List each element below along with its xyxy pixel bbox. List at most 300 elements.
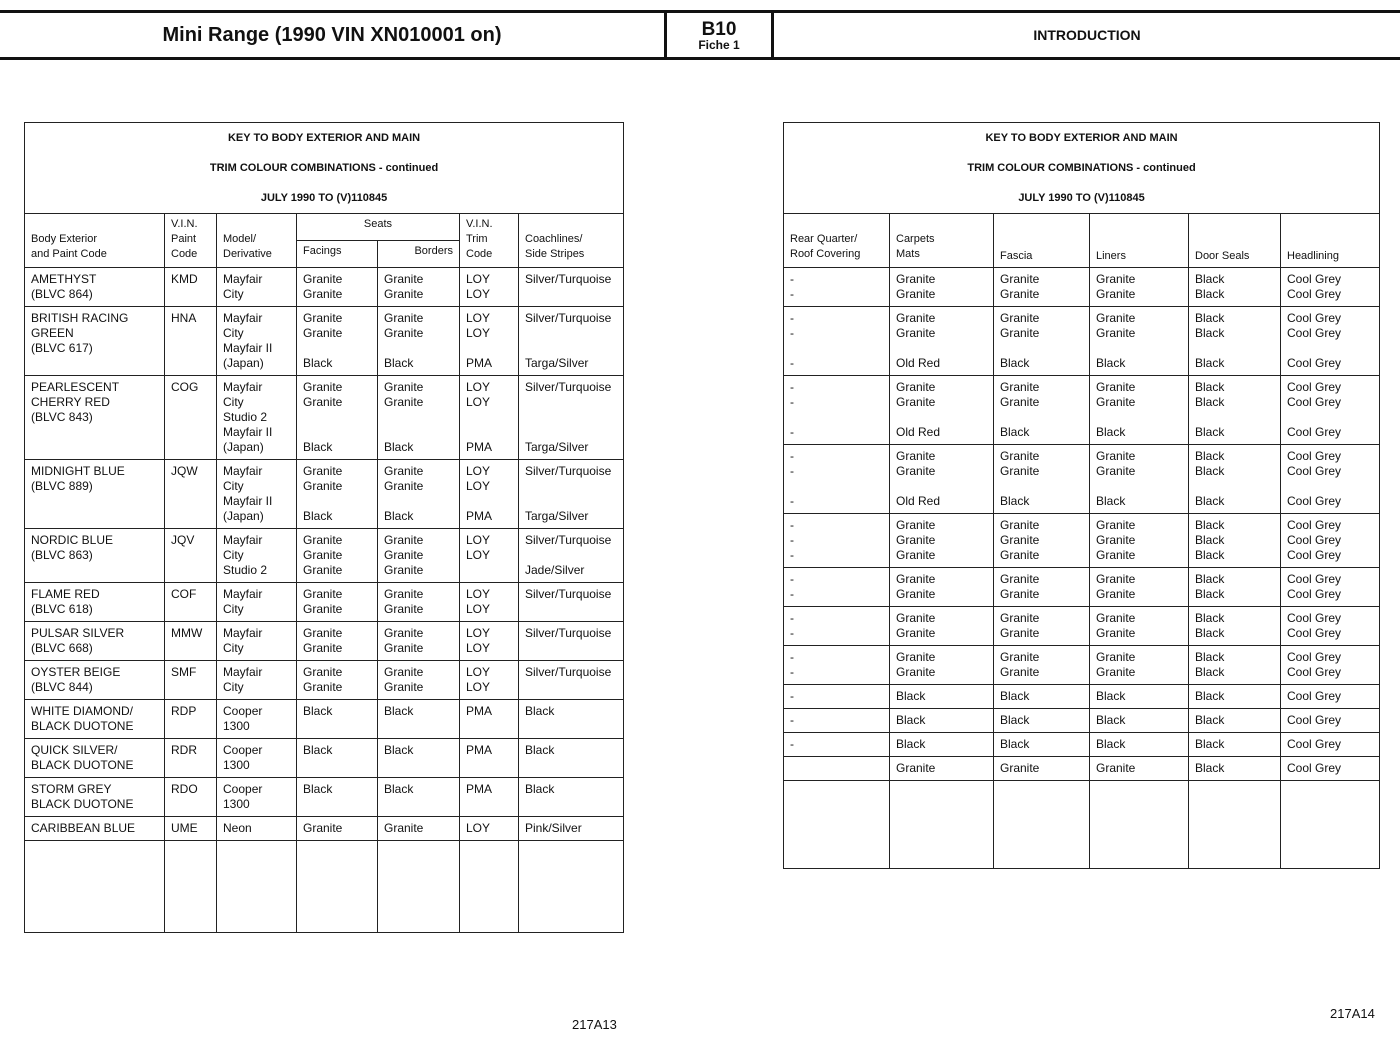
- cell-fascia-line: Granite: [1000, 587, 1040, 601]
- cell-liners-line: Granite: [1096, 287, 1136, 301]
- col-liners: Liners: [1090, 214, 1189, 268]
- cell-vin-trim: [460, 622, 519, 661]
- cell-vin-trim-line: LOY: [466, 380, 491, 394]
- cell-headlining: [1281, 646, 1380, 685]
- cell-coachlines-line: Silver/Turquoise: [525, 587, 612, 601]
- cell-fascia: [994, 733, 1090, 757]
- cell-vin-trim-line: PMA: [466, 509, 493, 523]
- cell-facings-line: Granite: [303, 821, 343, 835]
- cell-liners-line: Black: [1096, 356, 1126, 370]
- cell-fascia: [994, 307, 1090, 376]
- col-model-l1: Model/: [223, 233, 257, 245]
- cell-fascia: [994, 514, 1090, 568]
- cell-liners-line: Granite: [1096, 761, 1136, 775]
- cell-liners-line: Granite: [1096, 395, 1136, 409]
- cell-fascia-line: Granite: [1000, 272, 1040, 286]
- cell-model-line: 1300: [223, 797, 250, 811]
- cell-headlining: [1281, 268, 1380, 307]
- cell-borders-line: Black: [384, 782, 414, 796]
- cell-vin-paint: [165, 268, 217, 307]
- cell-vin-paint: [165, 817, 217, 841]
- cell-roof-covering-line: -: [790, 326, 794, 340]
- cell-door-seals-line: Black: [1195, 518, 1225, 532]
- cell-headlining-line: Cool Grey: [1287, 665, 1342, 679]
- cell-borders-line: Granite: [384, 641, 424, 655]
- cell-model-line: 1300: [223, 758, 250, 772]
- cell-vin-paint-line: MMW: [171, 626, 203, 640]
- cell-fascia-line: Granite: [1000, 650, 1040, 664]
- cell-facings: [297, 622, 378, 661]
- cell-roof-covering-line: -: [790, 395, 794, 409]
- cell-liners: [1090, 607, 1189, 646]
- cell-fascia: [994, 445, 1090, 514]
- cell-body-exterior: [25, 817, 165, 841]
- cell-roof-covering-line: -: [790, 311, 794, 325]
- cell-roof-covering: [784, 685, 890, 709]
- cell-carpets-line: Old Red: [896, 425, 941, 439]
- cell-borders-line: Granite: [384, 479, 424, 493]
- cell-liners-line: Granite: [1096, 311, 1136, 325]
- cell-door-seals-line: Black: [1195, 326, 1225, 340]
- table-row: [25, 622, 624, 661]
- cell-door-seals-line: Black: [1195, 650, 1225, 664]
- cell-headlining: [1281, 733, 1380, 757]
- cell-borders-line: Granite: [384, 626, 424, 640]
- empty-cell: [1189, 781, 1281, 869]
- cell-roof-covering-line: -: [790, 548, 794, 562]
- table-row: [25, 583, 624, 622]
- cell-borders-line: Black: [384, 509, 414, 523]
- cell-carpets-line: Granite: [896, 626, 936, 640]
- cell-model-line: City: [223, 680, 244, 694]
- col-roof-covering: [784, 214, 890, 268]
- col-vin-trim-l3: Code: [466, 248, 493, 260]
- cell-roof-covering-line: -: [790, 665, 794, 679]
- col-vin-trim: [460, 214, 519, 268]
- cell-borders-line: Granite: [384, 311, 424, 325]
- cell-vin-trim-line: LOY: [466, 272, 491, 286]
- cell-vin-paint-line: RDO: [171, 782, 198, 796]
- cell-door-seals-line: Black: [1195, 533, 1225, 547]
- cell-vin-paint-line: COF: [171, 587, 197, 601]
- table-row: [25, 376, 624, 460]
- cell-liners-line: Granite: [1096, 272, 1136, 286]
- cell-roof-covering: [784, 445, 890, 514]
- cell-headlining-line: Cool Grey: [1287, 272, 1342, 286]
- cell-door-seals-line: Black: [1195, 737, 1225, 751]
- cell-fascia-line: Granite: [1000, 326, 1040, 340]
- empty-cell: [460, 841, 519, 933]
- cell-fascia-line: Granite: [1000, 311, 1040, 325]
- cell-coachlines-line: Silver/Turquoise: [525, 533, 612, 547]
- cell-fascia-line: Granite: [1000, 533, 1040, 547]
- cell-roof-covering-line: -: [790, 380, 794, 394]
- table-row: [784, 685, 1380, 709]
- cell-roof-covering: [784, 268, 890, 307]
- cell-facings-line: Granite: [303, 626, 343, 640]
- cell-headlining-line: Cool Grey: [1287, 356, 1342, 370]
- cell-door-seals: [1189, 307, 1281, 376]
- cell-vin-trim: [460, 778, 519, 817]
- cell-liners-line: Granite: [1096, 587, 1136, 601]
- cell-fascia-line: Black: [1000, 356, 1030, 370]
- cell-door-seals-line: Black: [1195, 311, 1225, 325]
- cell-facings: [297, 529, 378, 583]
- cell-fascia-line: Black: [1000, 425, 1030, 439]
- cell-liners: [1090, 709, 1189, 733]
- cell-liners-line: Granite: [1096, 464, 1136, 478]
- cell-carpets-line: Granite: [896, 311, 936, 325]
- cell-liners-line: Granite: [1096, 548, 1136, 562]
- cell-liners: [1090, 685, 1189, 709]
- cell-facings: [297, 376, 378, 460]
- cell-carpets-line: Black: [896, 689, 926, 703]
- empty-row: [784, 781, 1380, 869]
- cell-body-exterior-line: WHITE DIAMOND/: [31, 704, 133, 718]
- cell-roof-covering-line: -: [790, 587, 794, 601]
- cell-body-exterior: [25, 268, 165, 307]
- table-row: [25, 661, 624, 700]
- cell-vin-trim-line: LOY: [466, 821, 491, 835]
- cell-model-line: Cooper: [223, 743, 263, 757]
- cell-coachlines-line: [525, 494, 617, 509]
- col-door-seals: Door Seals: [1189, 214, 1281, 268]
- cell-liners-line: Black: [1096, 494, 1126, 508]
- cell-door-seals: [1189, 646, 1281, 685]
- right-table-title: [784, 123, 1380, 214]
- cell-liners-line: Black: [1096, 689, 1126, 703]
- cell-liners-line: Black: [1096, 737, 1126, 751]
- cell-liners-line: Granite: [1096, 611, 1136, 625]
- cell-liners-line: Granite: [1096, 650, 1136, 664]
- cell-facings-line: Granite: [303, 479, 343, 493]
- cell-carpets-line: Granite: [896, 449, 936, 463]
- cell-door-seals-line: [1195, 341, 1274, 356]
- cell-coachlines-line: [525, 341, 617, 356]
- cell-facings-line: Black: [303, 743, 333, 757]
- cell-facings-line: Granite: [303, 395, 343, 409]
- cell-carpets-line: Black: [896, 737, 926, 751]
- cell-fascia-line: Granite: [1000, 611, 1040, 625]
- col-carpets: [890, 214, 994, 268]
- cell-roof-covering: [784, 307, 890, 376]
- cell-vin-paint: [165, 376, 217, 460]
- cell-coachlines-line: Black: [525, 782, 555, 796]
- cell-fascia-line: Granite: [1000, 665, 1040, 679]
- cell-vin-trim-line: LOY: [466, 287, 491, 301]
- cell-coachlines: [519, 460, 624, 529]
- cell-borders: [378, 622, 460, 661]
- cell-vin-paint-line: JQV: [171, 533, 195, 547]
- cell-model-line: City: [223, 479, 244, 493]
- cell-coachlines: [519, 700, 624, 739]
- cell-body-exterior-line: AMETHYST: [31, 272, 97, 286]
- empty-cell: [165, 841, 217, 933]
- cell-model-line: Studio 2: [223, 410, 268, 424]
- cell-liners-line: Granite: [1096, 665, 1136, 679]
- cell-liners: [1090, 445, 1189, 514]
- cell-body-exterior-line: (BLVC 864): [31, 287, 93, 301]
- table-row: [25, 307, 624, 376]
- cell-body-exterior-line: (BLVC 843): [31, 410, 93, 424]
- page-ref-left: 217A13: [572, 1017, 617, 1032]
- empty-cell: [378, 841, 460, 933]
- col-seats: Seats: [297, 214, 460, 241]
- cell-vin-paint: [165, 529, 217, 583]
- cell-body-exterior-line: OYSTER BEIGE: [31, 665, 121, 679]
- col-vin-paint-l1: V.I.N.: [171, 218, 198, 230]
- cell-borders-line: Granite: [384, 326, 424, 340]
- cell-facings-line: [303, 341, 371, 356]
- cell-coachlines-line: Silver/Turquoise: [525, 464, 612, 478]
- cell-borders: [378, 739, 460, 778]
- cell-borders-line: Black: [384, 704, 414, 718]
- col-fascia: Fascia: [994, 214, 1090, 268]
- cell-door-seals-line: Black: [1195, 611, 1225, 625]
- empty-cell: [994, 781, 1090, 869]
- cell-carpets: [890, 268, 994, 307]
- cell-liners: [1090, 268, 1189, 307]
- cell-coachlines-line: [525, 395, 617, 410]
- cell-door-seals-line: Black: [1195, 425, 1225, 439]
- cell-model-line: Mayfair: [223, 380, 263, 394]
- cell-model-line: Mayfair: [223, 626, 263, 640]
- cell-vin-paint-line: RDR: [171, 743, 197, 757]
- cell-body-exterior-line: BLACK DUOTONE: [31, 719, 134, 733]
- right-title-line-3: JULY 1990 TO (V)110845: [1018, 192, 1145, 204]
- cell-body-exterior: [25, 700, 165, 739]
- cell-vin-trim-line: PMA: [466, 743, 493, 757]
- table-row: [25, 460, 624, 529]
- cell-model-line: Cooper: [223, 782, 263, 796]
- cell-model: [217, 700, 297, 739]
- cell-headlining-line: Cool Grey: [1287, 548, 1342, 562]
- cell-vin-paint-line: JQW: [171, 464, 198, 478]
- cell-coachlines-line: [525, 425, 617, 440]
- cell-liners-line: Granite: [1096, 626, 1136, 640]
- section-code: B10: [701, 18, 737, 40]
- cell-coachlines-line: [525, 410, 617, 425]
- cell-headlining-line: Cool Grey: [1287, 311, 1342, 325]
- empty-cell: [297, 841, 378, 933]
- cell-model-line: City: [223, 641, 244, 655]
- cell-body-exterior-line: BLACK DUOTONE: [31, 797, 134, 811]
- cell-vin-paint: [165, 700, 217, 739]
- cell-borders: [378, 460, 460, 529]
- cell-door-seals-line: Black: [1195, 665, 1225, 679]
- cell-door-seals-line: [1195, 410, 1274, 425]
- cell-borders: [378, 529, 460, 583]
- cell-carpets: [890, 514, 994, 568]
- cell-carpets: [890, 376, 994, 445]
- cell-headlining-line: Cool Grey: [1287, 425, 1342, 439]
- cell-headlining-line: Cool Grey: [1287, 494, 1342, 508]
- cell-vin-trim-line: PMA: [466, 356, 493, 370]
- cell-borders-line: [384, 494, 453, 509]
- table-row: [784, 268, 1380, 307]
- cell-model-line: Neon: [223, 821, 252, 835]
- cell-vin-trim-line: LOY: [466, 326, 491, 340]
- cell-headlining-line: Cool Grey: [1287, 737, 1342, 751]
- cell-carpets-line: Granite: [896, 548, 936, 562]
- cell-liners: [1090, 514, 1189, 568]
- cell-carpets: [890, 646, 994, 685]
- cell-borders-line: Granite: [384, 821, 424, 835]
- cell-fascia-line: Granite: [1000, 395, 1040, 409]
- cell-roof-covering-line: -: [790, 650, 794, 664]
- cell-vin-trim-line: PMA: [466, 704, 493, 718]
- cell-carpets-line: Old Red: [896, 356, 941, 370]
- cell-body-exterior: [25, 460, 165, 529]
- cell-body-exterior-line: BRITISH RACING: [31, 311, 129, 325]
- empty-cell: [217, 841, 297, 933]
- cell-fascia: [994, 568, 1090, 607]
- cell-model: [217, 529, 297, 583]
- cell-door-seals-line: Black: [1195, 356, 1225, 370]
- cell-door-seals-line: Black: [1195, 272, 1225, 286]
- cell-model: [217, 376, 297, 460]
- cell-roof-covering-line: -: [790, 611, 794, 625]
- cell-model-line: City: [223, 326, 244, 340]
- cell-borders-line: Granite: [384, 395, 424, 409]
- cell-borders: [378, 817, 460, 841]
- cell-headlining-line: Cool Grey: [1287, 572, 1342, 586]
- cell-model-line: Mayfair: [223, 665, 263, 679]
- cell-borders-line: Black: [384, 356, 414, 370]
- cell-carpets: [890, 685, 994, 709]
- cell-body-exterior: [25, 739, 165, 778]
- cell-vin-trim-line: LOY: [466, 680, 491, 694]
- cell-carpets-line: Granite: [896, 518, 936, 532]
- manual-title: Mini Range (1990 VIN XN010001 on): [162, 23, 502, 46]
- cell-facings-line: Black: [303, 440, 333, 454]
- cell-vin-trim-line: LOY: [466, 665, 491, 679]
- cell-roof-covering: [784, 646, 890, 685]
- cell-vin-paint-line: HNA: [171, 311, 197, 325]
- cell-borders-line: Black: [384, 743, 414, 757]
- empty-cell: [25, 841, 165, 933]
- cell-coachlines-line: Silver/Turquoise: [525, 272, 612, 286]
- cell-liners: [1090, 646, 1189, 685]
- cell-roof-covering: [784, 376, 890, 445]
- cell-vin-trim: [460, 460, 519, 529]
- cell-vin-paint-line: KMD: [171, 272, 198, 286]
- cell-body-exterior: [25, 376, 165, 460]
- fiche-number: Fiche 1: [698, 37, 740, 52]
- cell-fascia: [994, 757, 1090, 781]
- cell-carpets-line: Granite: [896, 572, 936, 586]
- cell-borders-line: Granite: [384, 680, 424, 694]
- cell-model-line: 1300: [223, 719, 250, 733]
- cell-model: [217, 622, 297, 661]
- cell-fascia: [994, 709, 1090, 733]
- cell-vin-trim: [460, 817, 519, 841]
- cell-fascia-line: Black: [1000, 494, 1030, 508]
- cell-roof-covering-line: -: [790, 572, 794, 586]
- col-borders: Borders: [378, 241, 460, 268]
- cell-roof-covering: [784, 733, 890, 757]
- cell-headlining: [1281, 568, 1380, 607]
- cell-door-seals: [1189, 607, 1281, 646]
- col-roof-l1: Rear Quarter/: [790, 233, 858, 245]
- cell-coachlines-line: Targa/Silver: [525, 356, 589, 370]
- cell-door-seals: [1189, 514, 1281, 568]
- cell-facings-line: Granite: [303, 602, 343, 616]
- section-code-box: [664, 13, 774, 57]
- cell-door-seals: [1189, 709, 1281, 733]
- cell-roof-covering-line: [790, 341, 883, 356]
- cell-carpets-line: Granite: [896, 650, 936, 664]
- col-vin-paint-l3: Code: [171, 248, 198, 260]
- table-row: [784, 757, 1380, 781]
- cell-coachlines-line: Silver/Turquoise: [525, 380, 612, 394]
- table-row: [25, 778, 624, 817]
- cell-model-line: City: [223, 548, 244, 562]
- empty-cell: [519, 841, 624, 933]
- right-title-line-2: TRIM COLOUR COMBINATIONS - continued: [967, 162, 1196, 174]
- cell-fascia-line: [1000, 479, 1083, 494]
- cell-facings-line: Granite: [303, 533, 343, 547]
- cell-liners-line: [1096, 341, 1182, 356]
- cell-door-seals-line: Black: [1195, 395, 1225, 409]
- cell-vin-paint: [165, 307, 217, 376]
- cell-model-line: (Japan): [223, 440, 264, 454]
- cell-carpets-line: Granite: [896, 326, 936, 340]
- cell-fascia-line: Granite: [1000, 380, 1040, 394]
- cell-body-exterior-line: (BLVC 889): [31, 479, 93, 493]
- cell-fascia: [994, 268, 1090, 307]
- cell-body-exterior-line: (BLVC 863): [31, 548, 93, 562]
- cell-liners-line: Granite: [1096, 380, 1136, 394]
- table-row: [25, 529, 624, 583]
- cell-roof-covering-line: -: [790, 713, 794, 727]
- cell-carpets-line: [896, 479, 987, 494]
- cell-headlining-line: Cool Grey: [1287, 395, 1342, 409]
- cell-body-exterior-line: GREEN: [31, 326, 74, 340]
- cell-model: [217, 583, 297, 622]
- empty-cell: [890, 781, 994, 869]
- cell-coachlines: [519, 529, 624, 583]
- cell-door-seals: [1189, 268, 1281, 307]
- cell-roof-covering-line: -: [790, 533, 794, 547]
- empty-cell: [784, 781, 890, 869]
- cell-vin-paint-line: COG: [171, 380, 199, 394]
- cell-roof-covering-line: [790, 479, 883, 494]
- cell-model-line: Mayfair II: [223, 425, 273, 439]
- cell-model: [217, 778, 297, 817]
- cell-borders: [378, 661, 460, 700]
- cell-headlining-line: Cool Grey: [1287, 587, 1342, 601]
- cell-model-line: Mayfair II: [223, 341, 273, 355]
- cell-carpets-line: Granite: [896, 464, 936, 478]
- table-row: [25, 268, 624, 307]
- table-row: [784, 568, 1380, 607]
- cell-roof-covering-line: -: [790, 272, 794, 286]
- cell-roof-covering-line: -: [790, 449, 794, 463]
- cell-body-exterior-line: (BLVC 618): [31, 602, 93, 616]
- cell-model-line: City: [223, 287, 244, 301]
- cell-door-seals-line: Black: [1195, 548, 1225, 562]
- cell-carpets-line: [896, 341, 987, 356]
- cell-vin-trim: [460, 529, 519, 583]
- cell-borders-line: Granite: [384, 464, 424, 478]
- cell-fascia-line: Granite: [1000, 761, 1040, 775]
- cell-headlining-line: Cool Grey: [1287, 689, 1342, 703]
- cell-facings: [297, 268, 378, 307]
- cell-door-seals: [1189, 568, 1281, 607]
- cell-roof-covering-line: -: [790, 356, 794, 370]
- empty-row: [25, 841, 624, 933]
